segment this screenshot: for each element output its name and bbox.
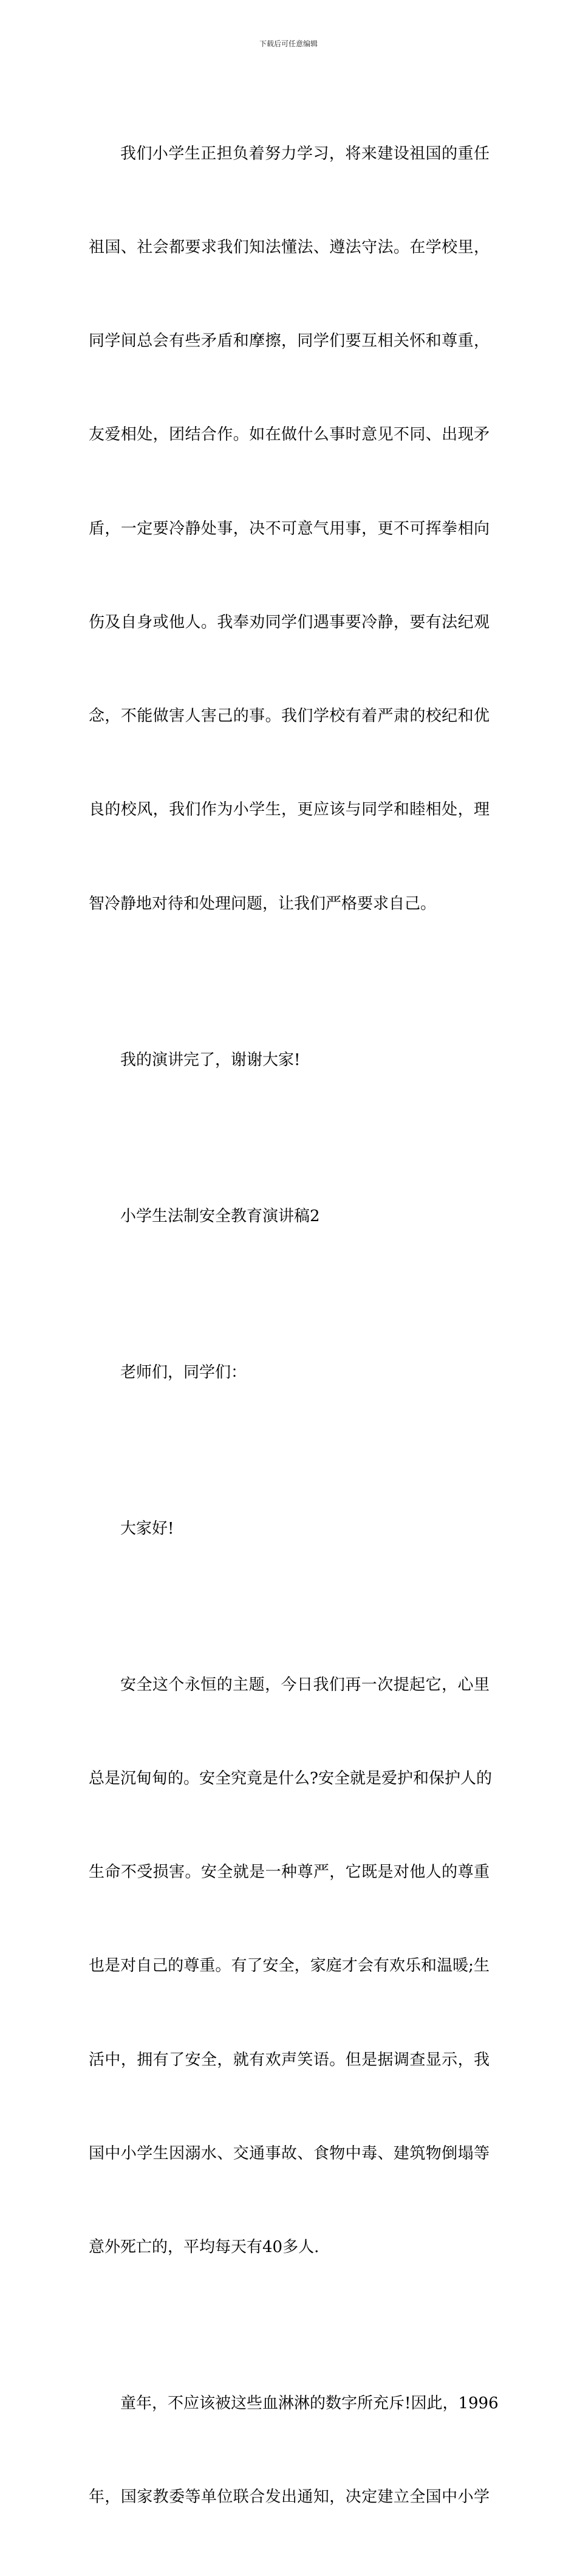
text-line: 祖国、社会都要求我们知法懂法、遵法守法。在学校里， bbox=[89, 238, 490, 257]
text-line: 意外死亡的，平均每天有40多人. bbox=[89, 2238, 319, 2257]
text-line: 友爱相处，团结合作。如在做什么事时意见不同、出现矛 bbox=[89, 425, 490, 444]
paragraph-6 bbox=[89, 1607, 490, 2326]
paragraph-2 bbox=[89, 982, 490, 1138]
text-line: 安全这个永恒的主题，今日我们再一次提起它，心里 bbox=[120, 1675, 490, 1694]
text-line: 伤及自身或他人。我奉劝同学们遇事要冷静，要有法纪观 bbox=[89, 613, 490, 632]
text-line: 念，不能做害人害己的事。我们学校有着严肃的校纪和优 bbox=[89, 707, 490, 726]
text-line: 盾，一定要冷静处事，决不可意气用事，更不可挥拳相向 bbox=[89, 519, 490, 538]
paragraph-7 bbox=[89, 2326, 499, 2575]
salutation bbox=[89, 1295, 490, 1451]
text-line: 同学间总会有些矛盾和摩擦，同学们要互相关怀和尊重， bbox=[89, 332, 490, 351]
text-line: 我的演讲完了，谢谢大家! bbox=[120, 1050, 301, 1069]
text-line: 童年，不应该被这些血淋淋的数字所充斥!因此，1996 bbox=[120, 2394, 499, 2413]
page-header: 下载后可任意编辑 bbox=[259, 40, 318, 48]
text-line: 活中，拥有了安全，就有欢声笑语。但是据调查显示，我 bbox=[89, 2050, 490, 2069]
document-body bbox=[89, 76, 499, 2576]
text-line: 生命不受损害。安全就是一种尊严，它既是对他人的尊重 bbox=[89, 1863, 490, 1882]
text-line: 也是对自己的尊重。有了安全，家庭才会有欢乐和温暖;生 bbox=[89, 1957, 490, 1975]
section-title bbox=[89, 1138, 490, 1295]
text-line: 老师们，同学们： bbox=[120, 1363, 247, 1382]
text-line: 小学生法制安全教育演讲稿2 bbox=[120, 1207, 320, 1225]
greeting bbox=[89, 1451, 490, 1607]
text-line: 良的校风，我们作为小学生，更应该与同学和睦相处，理 bbox=[89, 801, 490, 819]
text-line: 智冷静地对待和处理问题，让我们严格要求自己。 bbox=[89, 894, 437, 913]
paragraph-1 bbox=[89, 76, 490, 982]
text-line: 总是沉甸甸的。安全究竟是什么?安全就是爱护和保护人的 bbox=[89, 1769, 492, 1788]
text-line: 年，国家教委等单位联合发出通知，决定建立全国中小学 bbox=[89, 2488, 490, 2507]
text-line: 国中小学生因溺水、交通事故、食物中毒、建筑物倒塌等 bbox=[89, 2144, 490, 2163]
text-line: 大家好! bbox=[120, 1519, 174, 1538]
text-line: 我们小学生正担负着努力学习，将来建设祖国的重任 bbox=[120, 144, 490, 163]
